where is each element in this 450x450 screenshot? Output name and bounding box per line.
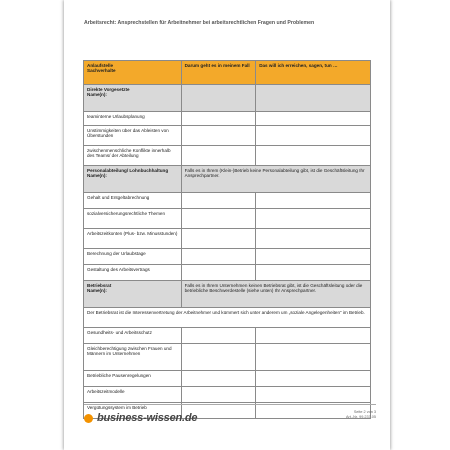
brand-dot-icon [84,414,93,423]
section-note: Falls es in Ihrem Unternehmen keinen Betriebsrat gibt, ist die Geschäftsleitung oder die betriebliche Beschwerdestelle (siehe unten) Ihr Ansprechpartner. [181,281,370,308]
section-title: Direkte Vorgesetzte [87,87,130,92]
section-title-cell [84,281,182,308]
section-title-cell [84,85,182,112]
table-row [84,193,371,209]
ziel-input-cell[interactable] [256,209,371,229]
section-note: Falls es in Ihrem (Klein-)Betrieb keine Personalabteilung gibt, ist die Geschäftsleitung Ihr Ansprechpartner. [181,166,370,193]
names-label: Name(n): [87,92,107,98]
header-col-ziel: Das will ich erreichen, sagen, tun … [256,61,371,85]
topic-cell: Arbeitszeitkonten (Plus- bzw. Minusstunden) [84,229,182,249]
topic-cell: Gesundheits- und Arbeitsschutz [84,328,182,344]
table-row [84,249,371,265]
topic-cell: Unstimmigkeiten über das Ableisten von Überstunden [84,126,182,146]
topic-cell: teaminterne Urlaubsplanung [84,112,182,126]
topic-cell: Gleichberechtigung zwischen Frauen und Männern im Unternehmen [84,344,182,371]
header-col-fall: Darum geht es in meinem Fall [181,61,256,85]
header-anlaufstelle-label: Anlaufstelle [87,63,114,68]
table-row [84,344,371,371]
article-number: Art.-Nr. 99.237.05 [346,415,376,419]
table-row [84,265,371,281]
footer-divider [84,404,376,405]
fall-input-cell[interactable] [181,146,256,166]
fall-input-cell[interactable] [181,249,256,265]
names-label: Name(n): [87,288,107,294]
footer-meta [346,410,376,420]
document-page [64,0,390,450]
topic-cell: Gehalt und Entgeltabrechnung [84,193,182,209]
section-row-personalabteilung [84,166,371,193]
section-row-betriebsrat [84,281,371,308]
table-header-row [84,61,371,85]
full-width-note-row [84,308,371,328]
topic-cell: sozialversicherungsrechtliche Themen [84,209,182,229]
topic-cell: Arbeitszeitmodelle [84,387,182,403]
section-title: Personalabteilung/ Lohnbuchhaltung [87,168,169,173]
section-full-note: Der Betriebsrat ist die Interessenvertretung der Arbeitnehmer und kümmert sich unter anderem um „soziale Angelegenheiten“ im Betrieb. [84,308,371,328]
topic-cell: Berechnung der Urlaubstage [84,249,182,265]
table-row [84,126,371,146]
fall-input-cell[interactable] [181,371,256,387]
section-title-cell [84,166,182,193]
document-title: Arbeitsrecht: Ansprechstellen für Arbeitnehmer bei arbeitsrechtlichen Fragen und Problemen [84,20,315,26]
table-row [84,371,371,387]
topic-cell: Gestaltung des Arbeitsvertrags [84,265,182,281]
ziel-input-cell[interactable] [256,193,371,209]
fall-input-cell[interactable] [181,209,256,229]
table-row [84,328,371,344]
ziel-input-cell[interactable] [256,387,371,403]
header-sachverhalte-label: Sachverhalte [87,68,116,74]
page-number: Seite 2 von 3 [353,410,376,414]
topic-cell: zwischenmenschliche Konflikte innerhalb des Teams/ der Abteilung [84,146,182,166]
fall-input-cell[interactable] [181,328,256,344]
ziel-input-cell[interactable] [256,126,371,146]
brand-logo [84,412,197,424]
table-row [84,387,371,403]
ziel-input-cell[interactable] [256,146,371,166]
fall-input-cell[interactable] [181,265,256,281]
fall-input-cell[interactable] [181,193,256,209]
ziel-input-cell[interactable] [256,328,371,344]
section-empty-cell[interactable] [181,85,256,112]
section-row-vorgesetzte [84,85,371,112]
table-row [84,229,371,249]
table-row [84,146,371,166]
fall-input-cell[interactable] [181,112,256,126]
topic-cell: Betriebliche Pausenregelungen [84,371,182,387]
ziel-input-cell[interactable] [256,344,371,371]
table-row [84,112,371,126]
ziel-input-cell[interactable] [256,229,371,249]
table-row [84,209,371,229]
fall-input-cell[interactable] [181,126,256,146]
ziel-input-cell[interactable] [256,371,371,387]
fall-input-cell[interactable] [181,229,256,249]
brand-name: business-wissen.de [97,412,198,424]
header-col-anlaufstelle [84,61,182,85]
ziel-input-cell[interactable] [256,265,371,281]
ziel-input-cell[interactable] [256,249,371,265]
fall-input-cell[interactable] [181,387,256,403]
fall-input-cell[interactable] [181,344,256,371]
contact-table [83,60,371,419]
topic-cell: Vergütungssystem im Betrieb [84,403,182,419]
ziel-input-cell[interactable] [256,112,371,126]
section-title: Betriebsrat [87,283,112,288]
names-label: Name(n): [87,173,107,179]
section-empty-cell[interactable] [256,85,371,112]
